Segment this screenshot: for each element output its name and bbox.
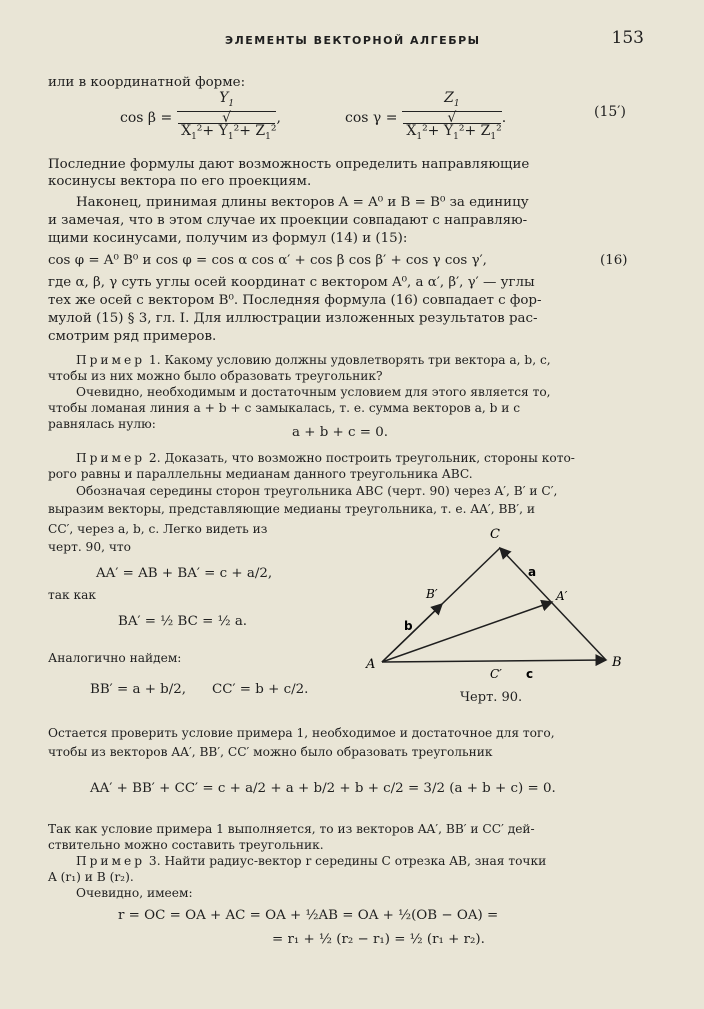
- text-line: смотрим ряд примеров.: [48, 329, 217, 344]
- equation-aa: AA′ = AB + BA′ = c + a/2,: [96, 566, 273, 581]
- text-line: A (r₁) и B (r₂).: [48, 870, 134, 884]
- text-line: Наконец, принимая длины векторов A = A⁰ и B = B⁰ за единицу: [76, 195, 529, 210]
- equation-sum-zero: a + b + c = 0.: [292, 425, 389, 440]
- text-line: равнялась нулю:: [48, 417, 156, 431]
- vector-b: [382, 604, 442, 662]
- text-line: Последние формулы дают возможность определить направляющие: [48, 157, 530, 172]
- equation-sum: AA′ + BB′ + CC′ = c + a/2 + a + b/2 + b + c/2 = 3/2 (a + b + c) = 0.: [90, 781, 556, 796]
- text-line: CC′, через a, b, c. Легко видеть из: [48, 522, 268, 536]
- equation-r-line1: r = OC = OA + AC = OA + ½AB = OA + ½(OB − OA) =: [118, 908, 499, 923]
- equation-16: cos φ = A⁰ B⁰ и cos φ = cos α cos α′ + cos β cos β′ + cos γ cos γ′,: [48, 253, 487, 268]
- side-ab: [382, 660, 606, 662]
- equation-number: (16): [600, 253, 628, 268]
- text-line: так как: [48, 588, 97, 602]
- equation-ba: BA′ = ½ BC = ½ a.: [118, 614, 248, 629]
- equation-cc: CC′ = b + c/2.: [212, 682, 309, 697]
- label-vector-c: c: [526, 667, 534, 681]
- side-bc: [500, 548, 606, 660]
- figure-caption: Черт. 90.: [460, 690, 523, 705]
- label-c-vertex: C: [490, 527, 500, 542]
- equation-bb: BB′ = a + b/2,: [90, 682, 187, 697]
- text-line: рого равны и параллельны медианам данного треугольника ABC.: [48, 467, 473, 481]
- text-line: и замечая, что в этом случае их проекции совпадают с направляю-: [48, 213, 528, 228]
- running-header: [40, 28, 644, 52]
- text-line: или в координатной форме:: [48, 75, 246, 90]
- equation-number: (15′): [594, 104, 626, 120]
- text-line: тех же осей с вектором B⁰. Последняя формула (16) совпадает с фор-: [48, 293, 542, 308]
- example-1-heading: Пример 1. Какому условию должны удовлетворять три вектора a, b, c,: [76, 353, 551, 367]
- label-b-prime: B′: [426, 587, 438, 601]
- chapter-title: ЭЛЕМЕНТЫ ВЕКТОРНОЙ АЛГЕБРЫ: [225, 34, 481, 47]
- label-a-prime: A′: [556, 589, 568, 603]
- example-3-heading: Пример 3. Найти радиус-вектор r середины C отрезка AB, зная точки: [76, 854, 547, 868]
- page-number: 153: [611, 28, 644, 48]
- label-vector-b: b: [404, 619, 413, 633]
- label-a-vertex: A: [366, 657, 376, 672]
- text-line: Очевидно, имеем:: [76, 886, 193, 900]
- label-b-vertex: B: [612, 655, 622, 670]
- text-line: Аналогично найдем:: [48, 651, 182, 665]
- equation-15p-right: cos γ = $Z_1$ √ $X_1^2+ Y_1^2+ Z_1^2$ .: [345, 90, 507, 142]
- text-line: Очевидно, необходимым и достаточным условием для этого является то,: [76, 385, 551, 399]
- text-line: чтобы из них можно было образовать треугольник?: [48, 369, 383, 383]
- text-line: Так как условие примера 1 выполняется, то из векторов AA′, BB′ и CC′ дей-: [48, 822, 535, 836]
- text-line: мулой (15) § 3, гл. I. Для иллюстрации изложенных результатов рас-: [48, 311, 538, 326]
- equation-r-line2: = r₁ + ½ (r₂ − r₁) = ½ (r₁ + r₂).: [272, 932, 485, 947]
- figure-90: [360, 520, 640, 710]
- text-line: косинусы вектора по его проекциям.: [48, 174, 312, 189]
- text-line: где α, β, γ суть углы осей координат с вектором A⁰, а α′, β′, γ′ — углы: [48, 275, 535, 290]
- label-c-prime: C′: [490, 667, 502, 681]
- text-line: Остается проверить условие примера 1, необходимое и достаточное для того,: [48, 726, 555, 740]
- text-line: ствительно можно составить треугольник.: [48, 838, 324, 852]
- equation-15p-left: cos β = $Y_1$ √ $X_1^2+ Y_1^2+ Z_1^2$ ,: [120, 90, 281, 142]
- label-vector-a: a: [528, 565, 537, 579]
- text-line: Обозначая середины сторон треугольника ABC (черт. 90) через A′, B′ и C′,: [76, 484, 558, 498]
- text-line: выразим векторы, представляющие медианы треугольника, т. е. AA′, BB′, и: [48, 502, 536, 516]
- text-line: чтобы из векторов AA′, BB′, CC′ можно было образовать треугольник: [48, 745, 493, 759]
- text-line: черт. 90, что: [48, 540, 131, 554]
- example-2-heading: Пример 2. Доказать, что возможно построить треугольник, стороны кото-: [76, 451, 575, 465]
- text-line: чтобы ломаная линия a + b + c замыкалась, т. е. сумма векторов a, b и c: [48, 401, 521, 415]
- text-line: щими косинусами, получим из формул (14) и (15):: [48, 231, 408, 246]
